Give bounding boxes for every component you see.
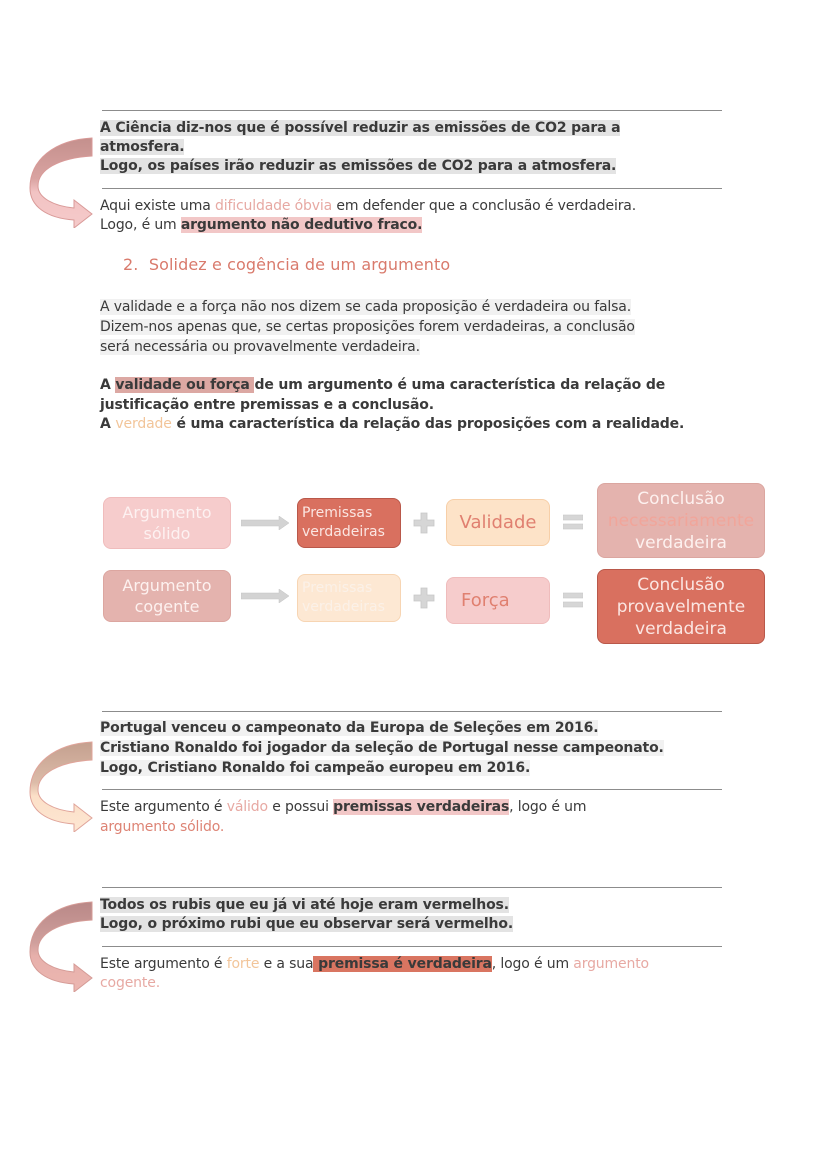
example2-premise1: Portugal venceu o campeonato da Europa de Seleções em 2016. bbox=[100, 720, 599, 736]
premises-box-true-faded: Premissas verdadeiras bbox=[297, 574, 401, 622]
divider-top-example1 bbox=[102, 110, 722, 111]
result-box-probable: Conclusão provavelmente verdadeira bbox=[597, 569, 765, 644]
curved-arrow-icon bbox=[28, 136, 98, 228]
divider-top-example3 bbox=[102, 887, 722, 888]
paragraph1-line1: A validade e a força não nos dizem se cada proposição é verdadeira ou falsa. bbox=[100, 299, 632, 315]
equals-icon bbox=[563, 514, 583, 530]
example3-comment: Este argumento é forte e a sua premissa é verdadeira, logo é um argumento bbox=[100, 956, 649, 972]
paragraph2-line3: A verdade é uma característica da relação das proposições com a realidade. bbox=[100, 416, 685, 432]
premises-box-true: Premissas verdadeiras bbox=[297, 498, 401, 548]
example3-premise: Todos os rubis que eu já vi até hoje eram vermelhos. bbox=[100, 897, 509, 913]
divider-top-example2 bbox=[102, 711, 722, 712]
strength-box: Força bbox=[446, 577, 550, 624]
result-box-necessary: Conclusão necessariamente verdadeira bbox=[597, 483, 765, 558]
validity-box: Validade bbox=[446, 499, 550, 546]
example2-comment: Este argumento é válido e possui premissas verdadeiras, logo é um bbox=[100, 799, 587, 815]
equals-icon bbox=[563, 592, 583, 608]
paragraph2-line2: justificação entre premissas e a conclusão. bbox=[100, 397, 434, 413]
curved-arrow-icon bbox=[28, 740, 98, 832]
curved-arrow-icon bbox=[28, 900, 98, 992]
section-heading: 2. Solidez e cogência de um argumento bbox=[123, 255, 451, 274]
plus-icon bbox=[413, 587, 435, 609]
paragraph2-line1: A validade ou força de um argumento é uma característica da relação de bbox=[100, 377, 666, 393]
example1-premise: A Ciência diz-nos que é possível reduzir as emissões de CO2 para a bbox=[100, 120, 621, 136]
example1-premise-cont: atmosfera. bbox=[100, 139, 185, 155]
example3-verdict: cogente. bbox=[100, 975, 160, 991]
example2-premise2: Cristiano Ronaldo foi jogador da seleção de Portugal nesse campeonato. bbox=[100, 740, 664, 756]
divider-mid-example2 bbox=[102, 789, 722, 790]
example1-verdict: Logo, é um argumento não dedutivo fraco. bbox=[100, 217, 423, 233]
paragraph1-line3: será necessária ou provavelmente verdadeira. bbox=[100, 339, 420, 355]
example3-conclusion: Logo, o próximo rubi que eu observar será vermelho. bbox=[100, 916, 514, 932]
divider-mid-example1 bbox=[102, 188, 722, 189]
example2-conclusion: Logo, Cristiano Ronaldo foi campeão europeu em 2016. bbox=[100, 760, 531, 776]
right-arrow-icon bbox=[241, 589, 289, 603]
term-box-cogent: Argumento cogente bbox=[103, 570, 231, 622]
paragraph1-line2: Dizem-nos apenas que, se certas proposições forem verdadeiras, a conclusão bbox=[100, 319, 635, 335]
plus-icon bbox=[413, 512, 435, 534]
term-box-solid: Argumento sólido bbox=[103, 497, 231, 549]
right-arrow-icon bbox=[241, 516, 289, 530]
example2-verdict: argumento sólido. bbox=[100, 819, 225, 835]
example1-comment: Aqui existe uma dificuldade óbvia em defender que a conclusão é verdadeira. bbox=[100, 198, 637, 214]
example1-conclusion: Logo, os países irão reduzir as emissões de CO2 para a atmosfera. bbox=[100, 158, 617, 174]
divider-mid-example3 bbox=[102, 946, 722, 947]
